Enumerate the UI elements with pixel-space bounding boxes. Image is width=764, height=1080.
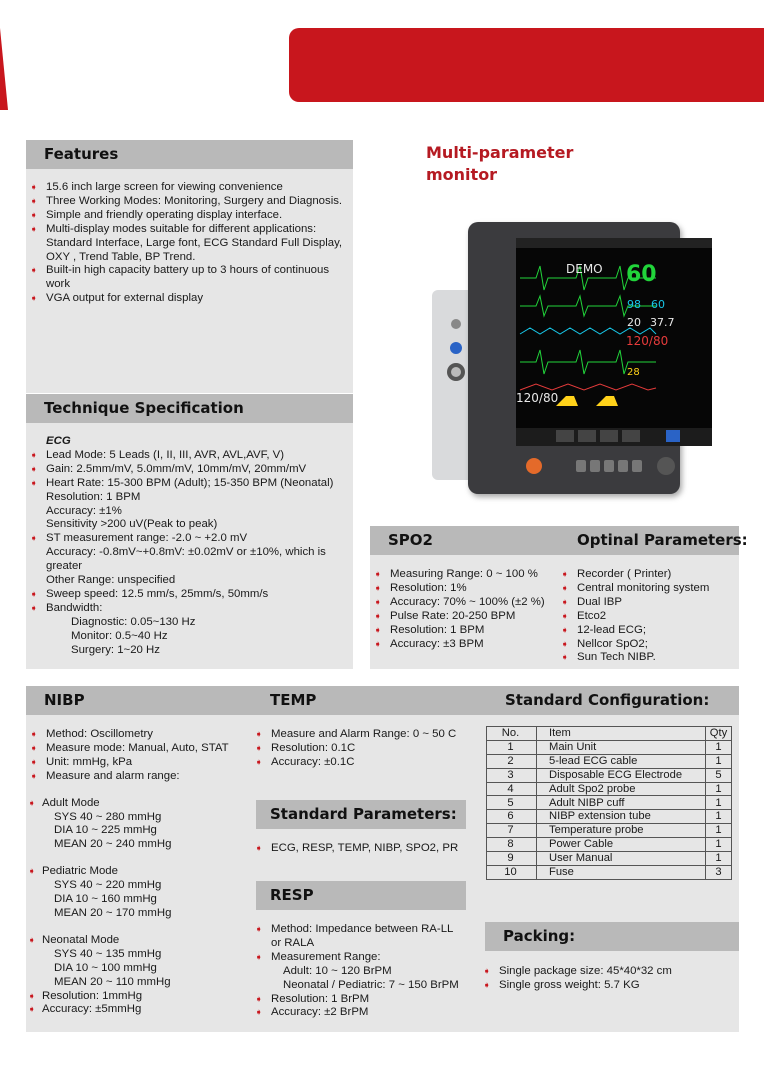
bandwidth-line: Diagnostic: 0.05~130 Hz	[71, 615, 196, 628]
list-item	[26, 1003, 251, 1017]
list-item-line: work	[46, 278, 71, 291]
cell-qty: 1	[706, 740, 732, 754]
monitor-hr-value: 60	[626, 262, 657, 287]
list-item	[557, 568, 739, 582]
list-item-line: Sensitivity >200 uV(Peak to peak)	[46, 518, 218, 531]
arrow-bullet-icon: ➧	[561, 652, 569, 663]
standard-params-body	[251, 842, 473, 856]
arrow-bullet-icon: ➧	[30, 209, 38, 220]
table-row	[487, 852, 732, 866]
list-item-text: Measure and Alarm Range: 0 ~ 50 C	[271, 728, 457, 740]
arrow-bullet-icon: ➧	[30, 223, 38, 234]
nibp-mode-row: SYS 40 ~ 220 mmHg	[54, 879, 162, 892]
arrow-bullet-icon: ➧	[28, 990, 36, 1001]
list-item-text: Accuracy: ±0.1C	[271, 755, 355, 768]
nibp-mode-label-text: Pediatric Mode	[42, 865, 118, 878]
standard-config-heading: Standard Configuration:	[505, 691, 710, 709]
features-list-container	[26, 181, 353, 306]
list-item-line: Method: Impedance between RA-LL	[271, 923, 454, 935]
list-item-line: Three Working Modes: Monitoring, Surgery and Diagnosis.	[46, 194, 343, 207]
arrow-bullet-icon: ➧	[374, 610, 382, 621]
spo2-list	[370, 568, 565, 651]
monitor-nibp-value: 120/80	[626, 334, 669, 348]
list-item-text: Measure mode: Manual, Auto, STAT	[46, 741, 229, 754]
cell-no: 10	[487, 865, 537, 879]
arrow-bullet-icon: ➧	[30, 533, 38, 544]
cell-item: Power Cable	[537, 838, 706, 852]
arrow-bullet-icon: ➧	[30, 588, 38, 599]
list-item	[479, 979, 739, 993]
corner-accent	[0, 28, 8, 110]
list-item-text: Sun Tech NIBP.	[577, 651, 656, 664]
list-item-line: Standard Interface, Large font, ECG Standard Full Display,	[46, 236, 343, 249]
cell-item: Fuse	[537, 865, 706, 879]
table-row	[487, 740, 732, 754]
cell-no: 7	[487, 824, 537, 838]
technique-body	[26, 435, 353, 658]
nibp-mode-row: DIA 10 ~ 160 mmHg	[54, 893, 157, 906]
arrow-bullet-icon: ➧	[28, 866, 36, 877]
arrow-bullet-icon: ➧	[30, 265, 38, 276]
list-item	[26, 463, 353, 477]
ecg-label: ECG	[46, 435, 71, 447]
list-item-text: Accuracy: 70% ~ 100% (±2 %)	[390, 595, 545, 608]
monitor-nibp-bottom-value: 120/80	[516, 391, 559, 405]
cell-qty: 1	[706, 838, 732, 852]
arrow-bullet-icon: ➧	[561, 638, 569, 649]
nibp-mode-gap	[26, 921, 251, 934]
list-item-line: Bandwidth:	[46, 601, 103, 614]
arrow-bullet-icon: ➧	[255, 924, 263, 934]
bandwidth-line: Surgery: 1~20 Hz	[71, 643, 160, 656]
arrow-bullet-icon: ➧	[255, 1007, 263, 1018]
list-item	[26, 195, 353, 209]
list-item	[26, 223, 353, 265]
column-header-no: No.	[487, 727, 537, 741]
list-item-text: Dual IBP	[577, 595, 622, 608]
list-item-line: Accuracy: -0.8mV~+0.8mV: ±0.02mV or ±10%, which is	[46, 546, 326, 559]
arrow-bullet-icon: ➧	[374, 596, 382, 607]
cell-item: User Manual	[537, 852, 706, 866]
table-row	[487, 754, 732, 768]
list-item-line: Other Range: unspecified	[46, 574, 176, 587]
list-item	[26, 728, 251, 742]
table-row	[487, 782, 732, 796]
arrow-bullet-icon: ➧	[255, 742, 263, 753]
cell-no: 6	[487, 810, 537, 824]
list-item	[26, 756, 251, 770]
list-item-text: Accuracy: ±5mmHg	[42, 1003, 142, 1016]
list-item	[557, 651, 739, 665]
arrow-bullet-icon: ➧	[30, 463, 38, 474]
list-item-text: Pulse Rate: 20-250 BPM	[390, 609, 516, 622]
list-item-text: Single gross weight: 5.7 KG	[499, 978, 640, 991]
list-item	[251, 993, 473, 1007]
arrow-bullet-icon: ➧	[561, 569, 569, 579]
arrow-bullet-icon: ➧	[255, 993, 263, 1004]
cell-item: NIBP extension tube	[537, 810, 706, 824]
arrow-bullet-icon: ➧	[30, 449, 38, 460]
nibp-mode-label-text: Neonatal Mode	[42, 933, 120, 946]
resp-heading: RESP	[256, 881, 466, 910]
nibp-mode-gap	[26, 852, 251, 865]
cell-no: 5	[487, 796, 537, 810]
cell-qty: 3	[706, 865, 732, 879]
nibp-mode-label	[26, 865, 251, 879]
nibp-mode-row: DIA 10 ~ 100 mmHg	[54, 961, 157, 974]
monitor-demo-label: DEMO	[566, 262, 603, 276]
monitor-etco2-value: 28	[627, 367, 640, 378]
nibp-footer	[26, 990, 251, 1018]
list-item-line: 15.6 inch large screen for viewing convenience	[46, 181, 283, 193]
list-item	[26, 209, 353, 223]
monitor-image	[430, 220, 682, 496]
arrow-bullet-icon: ➧	[28, 797, 36, 808]
arrow-bullet-icon: ➧	[374, 624, 382, 635]
list-item-text: Resolution: 1%	[390, 581, 467, 594]
list-item	[557, 610, 739, 624]
arrow-bullet-icon: ➧	[561, 624, 569, 635]
standard-params-list	[251, 842, 473, 856]
list-item-text: ECG, RESP, TEMP, NIBP, SPO2, PR	[271, 842, 459, 854]
nibp-mode-row: SYS 40 ~ 135 mmHg	[54, 947, 162, 960]
arrow-bullet-icon: ➧	[483, 979, 491, 990]
cell-qty: 5	[706, 768, 732, 782]
list-item	[479, 965, 739, 979]
arrow-bullet-icon: ➧	[30, 293, 38, 304]
list-item-text: Etco2	[577, 609, 607, 622]
nibp-body	[26, 728, 251, 1017]
cell-item: Disposable ECG Electrode	[537, 768, 706, 782]
spo2-heading: SPO2	[370, 526, 739, 555]
list-item	[370, 568, 565, 582]
arrow-bullet-icon: ➧	[255, 951, 263, 962]
technique-heading: Technique Specification	[26, 394, 353, 423]
bandwidth-list	[26, 616, 353, 658]
monitor-resp-value: 20	[627, 316, 641, 329]
arrow-bullet-icon: ➧	[30, 756, 38, 767]
list-item-line: Sweep speed: 12.5 mm/s, 25mm/s, 50mm/s	[46, 587, 269, 600]
arrow-bullet-icon: ➧	[374, 582, 382, 593]
resp-list	[251, 923, 473, 1020]
product-title	[426, 142, 573, 186]
packing-body	[479, 965, 739, 993]
list-item-subline: Neonatal / Pediatric: 7 ~ 150 BrPM	[283, 978, 459, 991]
list-item-line: VGA output for external display	[46, 292, 204, 305]
product-title-line-1: Multi-parameter	[426, 143, 574, 162]
nibp-mode-row: MEAN 20 ~ 240 mmHg	[54, 838, 172, 851]
monitor-screen	[516, 238, 712, 446]
temp-body	[251, 728, 473, 770]
list-item	[251, 951, 473, 993]
arrow-bullet-icon: ➧	[561, 596, 569, 607]
spo2-body	[370, 568, 565, 651]
nibp-mode-row: MEAN 20 ~ 170 mmHg	[54, 906, 172, 919]
list-item	[251, 842, 473, 856]
technique-list	[26, 449, 353, 616]
list-item-line: or RALA	[271, 936, 315, 949]
arrow-bullet-icon: ➧	[28, 1004, 36, 1015]
arrow-bullet-icon: ➧	[30, 602, 38, 613]
nibp-mode-row: MEAN 20 ~ 110 mmHg	[54, 975, 171, 988]
list-item	[26, 477, 353, 533]
arrow-bullet-icon: ➧	[255, 756, 263, 767]
arrow-bullet-icon: ➧	[30, 742, 38, 753]
list-item	[251, 742, 473, 756]
arrow-bullet-icon: ➧	[374, 569, 382, 579]
monitor-front-buttons	[520, 452, 680, 480]
list-item	[251, 923, 473, 951]
list-item-text: Accuracy: ±3 BPM	[390, 637, 484, 650]
cell-item: Adult NIBP cuff	[537, 796, 706, 810]
cell-qty: 1	[706, 796, 732, 810]
cell-item: 5-lead ECG cable	[537, 754, 706, 768]
standard-config-rows	[487, 740, 732, 879]
standard-config-table	[486, 726, 732, 880]
packing-list	[479, 965, 739, 993]
product-title-line-2: monitor	[426, 165, 498, 184]
list-item-line: Gain: 2.5mm/mV, 5.0mm/mV, 10mm/mV, 20mm/mV	[46, 462, 307, 475]
arrow-bullet-icon: ➧	[255, 729, 263, 739]
list-item-line: Resolution: 1 BrPM	[271, 992, 370, 1005]
list-item	[26, 532, 353, 588]
list-item	[370, 610, 565, 624]
list-item	[26, 990, 251, 1004]
temp-heading: TEMP	[270, 691, 317, 709]
list-item	[251, 756, 473, 770]
list-item-text: Single package size: 45*40*32 cm	[499, 965, 672, 977]
arrow-bullet-icon: ➧	[255, 843, 263, 853]
bandwidth-line: Monitor: 0.5~40 Hz	[71, 629, 168, 642]
nibp-list	[26, 728, 251, 784]
cell-no: 8	[487, 838, 537, 852]
arrow-bullet-icon: ➧	[30, 729, 38, 739]
cell-qty: 1	[706, 754, 732, 768]
arrow-bullet-icon: ➧	[561, 582, 569, 593]
list-item-line: Measurement Range:	[271, 950, 381, 963]
list-item	[370, 638, 565, 652]
cell-item: Main Unit	[537, 740, 706, 754]
list-item-line: Accuracy: ±1%	[46, 504, 122, 517]
list-item	[251, 1006, 473, 1020]
monitor-spo2-value: 98	[627, 298, 641, 311]
list-item	[26, 602, 353, 616]
features-list	[26, 181, 353, 306]
standard-params-heading: Standard Parameters:	[256, 800, 466, 829]
arrow-bullet-icon: ➧	[561, 610, 569, 621]
list-item-line: Heart Rate: 15-300 BPM (Adult); 15-350 BPM (Neonatal)	[46, 476, 334, 489]
list-item-line: Simple and friendly operating display interface.	[46, 208, 283, 221]
list-item	[370, 582, 565, 596]
table-row	[487, 824, 732, 838]
list-item	[557, 582, 739, 596]
nibp-heading: NIBP	[44, 691, 85, 709]
cell-item: Adult Spo2 probe	[537, 782, 706, 796]
cell-qty: 1	[706, 852, 732, 866]
temp-list	[251, 728, 473, 770]
list-item-text: Unit: mmHg, kPa	[46, 755, 133, 768]
nibp-mode-row: SYS 40 ~ 280 mmHg	[54, 810, 162, 823]
column-header-qty: Qty	[706, 727, 732, 741]
list-item-text: Recorder ( Printer)	[577, 568, 672, 580]
nibp-mode-label	[26, 797, 251, 811]
cell-item: Temperature probe	[537, 824, 706, 838]
list-item	[557, 638, 739, 652]
list-item-text: Measure and alarm range:	[46, 769, 180, 782]
arrow-bullet-icon: ➧	[483, 966, 491, 976]
list-item	[370, 624, 565, 638]
optional-list	[557, 568, 739, 665]
table-row	[487, 796, 732, 810]
list-item	[251, 728, 473, 742]
table-header-row	[487, 727, 732, 741]
table-row	[487, 810, 732, 824]
cell-qty: 1	[706, 824, 732, 838]
cell-no: 3	[487, 768, 537, 782]
nibp-modes	[26, 784, 251, 990]
arrow-bullet-icon: ➧	[30, 770, 38, 781]
list-item-line: OXY , Trend Table, BP Trend.	[46, 250, 196, 263]
table-row	[487, 865, 732, 879]
table-row	[487, 768, 732, 782]
cell-no: 9	[487, 852, 537, 866]
cell-qty: 1	[706, 782, 732, 796]
cell-qty: 1	[706, 810, 732, 824]
list-item-text: Nellcor SpO2;	[577, 637, 648, 650]
arrow-bullet-icon: ➧	[28, 934, 36, 945]
list-item	[26, 449, 353, 463]
top-banner	[289, 28, 764, 102]
arrow-bullet-icon: ➧	[374, 638, 382, 649]
list-item	[26, 742, 251, 756]
list-item-text: Central monitoring system	[577, 581, 710, 594]
arrow-bullet-icon: ➧	[30, 195, 38, 206]
list-item-line: greater	[46, 560, 83, 573]
features-heading: Features	[26, 140, 353, 169]
list-item-subline: Adult: 10 ~ 120 BrPM	[283, 964, 392, 977]
list-item-line: Built-in high capacity battery up to 3 hours of continuous	[46, 264, 330, 277]
nibp-mode-label-text: Adult Mode	[42, 796, 100, 809]
monitor-temp-value: 37.7	[650, 316, 675, 329]
list-item-line: Lead Mode: 5 Leads (I, II, III, AVR, AVL,AVF, V)	[46, 448, 285, 461]
cell-no: 2	[487, 754, 537, 768]
list-item-text: Resolution: 0.1C	[271, 741, 356, 754]
monitor-pr-value: 60	[651, 298, 665, 311]
nibp-mode-gap	[26, 784, 251, 797]
list-item-line: Multi-display modes suitable for different applications:	[46, 222, 317, 235]
packing-heading: Packing:	[485, 922, 739, 951]
arrow-bullet-icon: ➧	[30, 477, 38, 488]
list-item-line: Resolution: 1 BPM	[46, 490, 141, 503]
list-item-text: Measuring Range: 0 ~ 100 %	[390, 568, 538, 580]
list-item	[557, 596, 739, 610]
table-row	[487, 838, 732, 852]
list-item	[26, 181, 353, 195]
monitor-waveforms	[516, 238, 712, 446]
list-item	[26, 264, 353, 292]
list-item-text: Resolution: 1 BPM	[390, 623, 485, 636]
optional-heading: Optinal Parameters:	[577, 531, 748, 549]
nibp-mode-label	[26, 934, 251, 948]
cell-no: 4	[487, 782, 537, 796]
column-header-item: Item	[537, 727, 706, 741]
list-item-text: 12-lead ECG;	[577, 623, 647, 636]
resp-body	[251, 923, 473, 1020]
cell-no: 1	[487, 740, 537, 754]
list-item	[557, 624, 739, 638]
list-item-text: Resolution: 1mmHg	[42, 989, 143, 1002]
optional-body	[557, 568, 739, 665]
nibp-mode-row: DIA 10 ~ 225 mmHg	[54, 824, 157, 837]
arrow-bullet-icon: ➧	[30, 182, 38, 192]
list-item	[26, 588, 353, 602]
list-item-line: Accuracy: ±2 BrPM	[271, 1006, 369, 1019]
list-item	[370, 596, 565, 610]
list-item-line: ST measurement range: -2.0 ~ +2.0 mV	[46, 532, 248, 545]
list-item	[26, 770, 251, 784]
list-item	[26, 292, 353, 306]
list-item-text: Method: Oscillometry	[46, 728, 153, 740]
